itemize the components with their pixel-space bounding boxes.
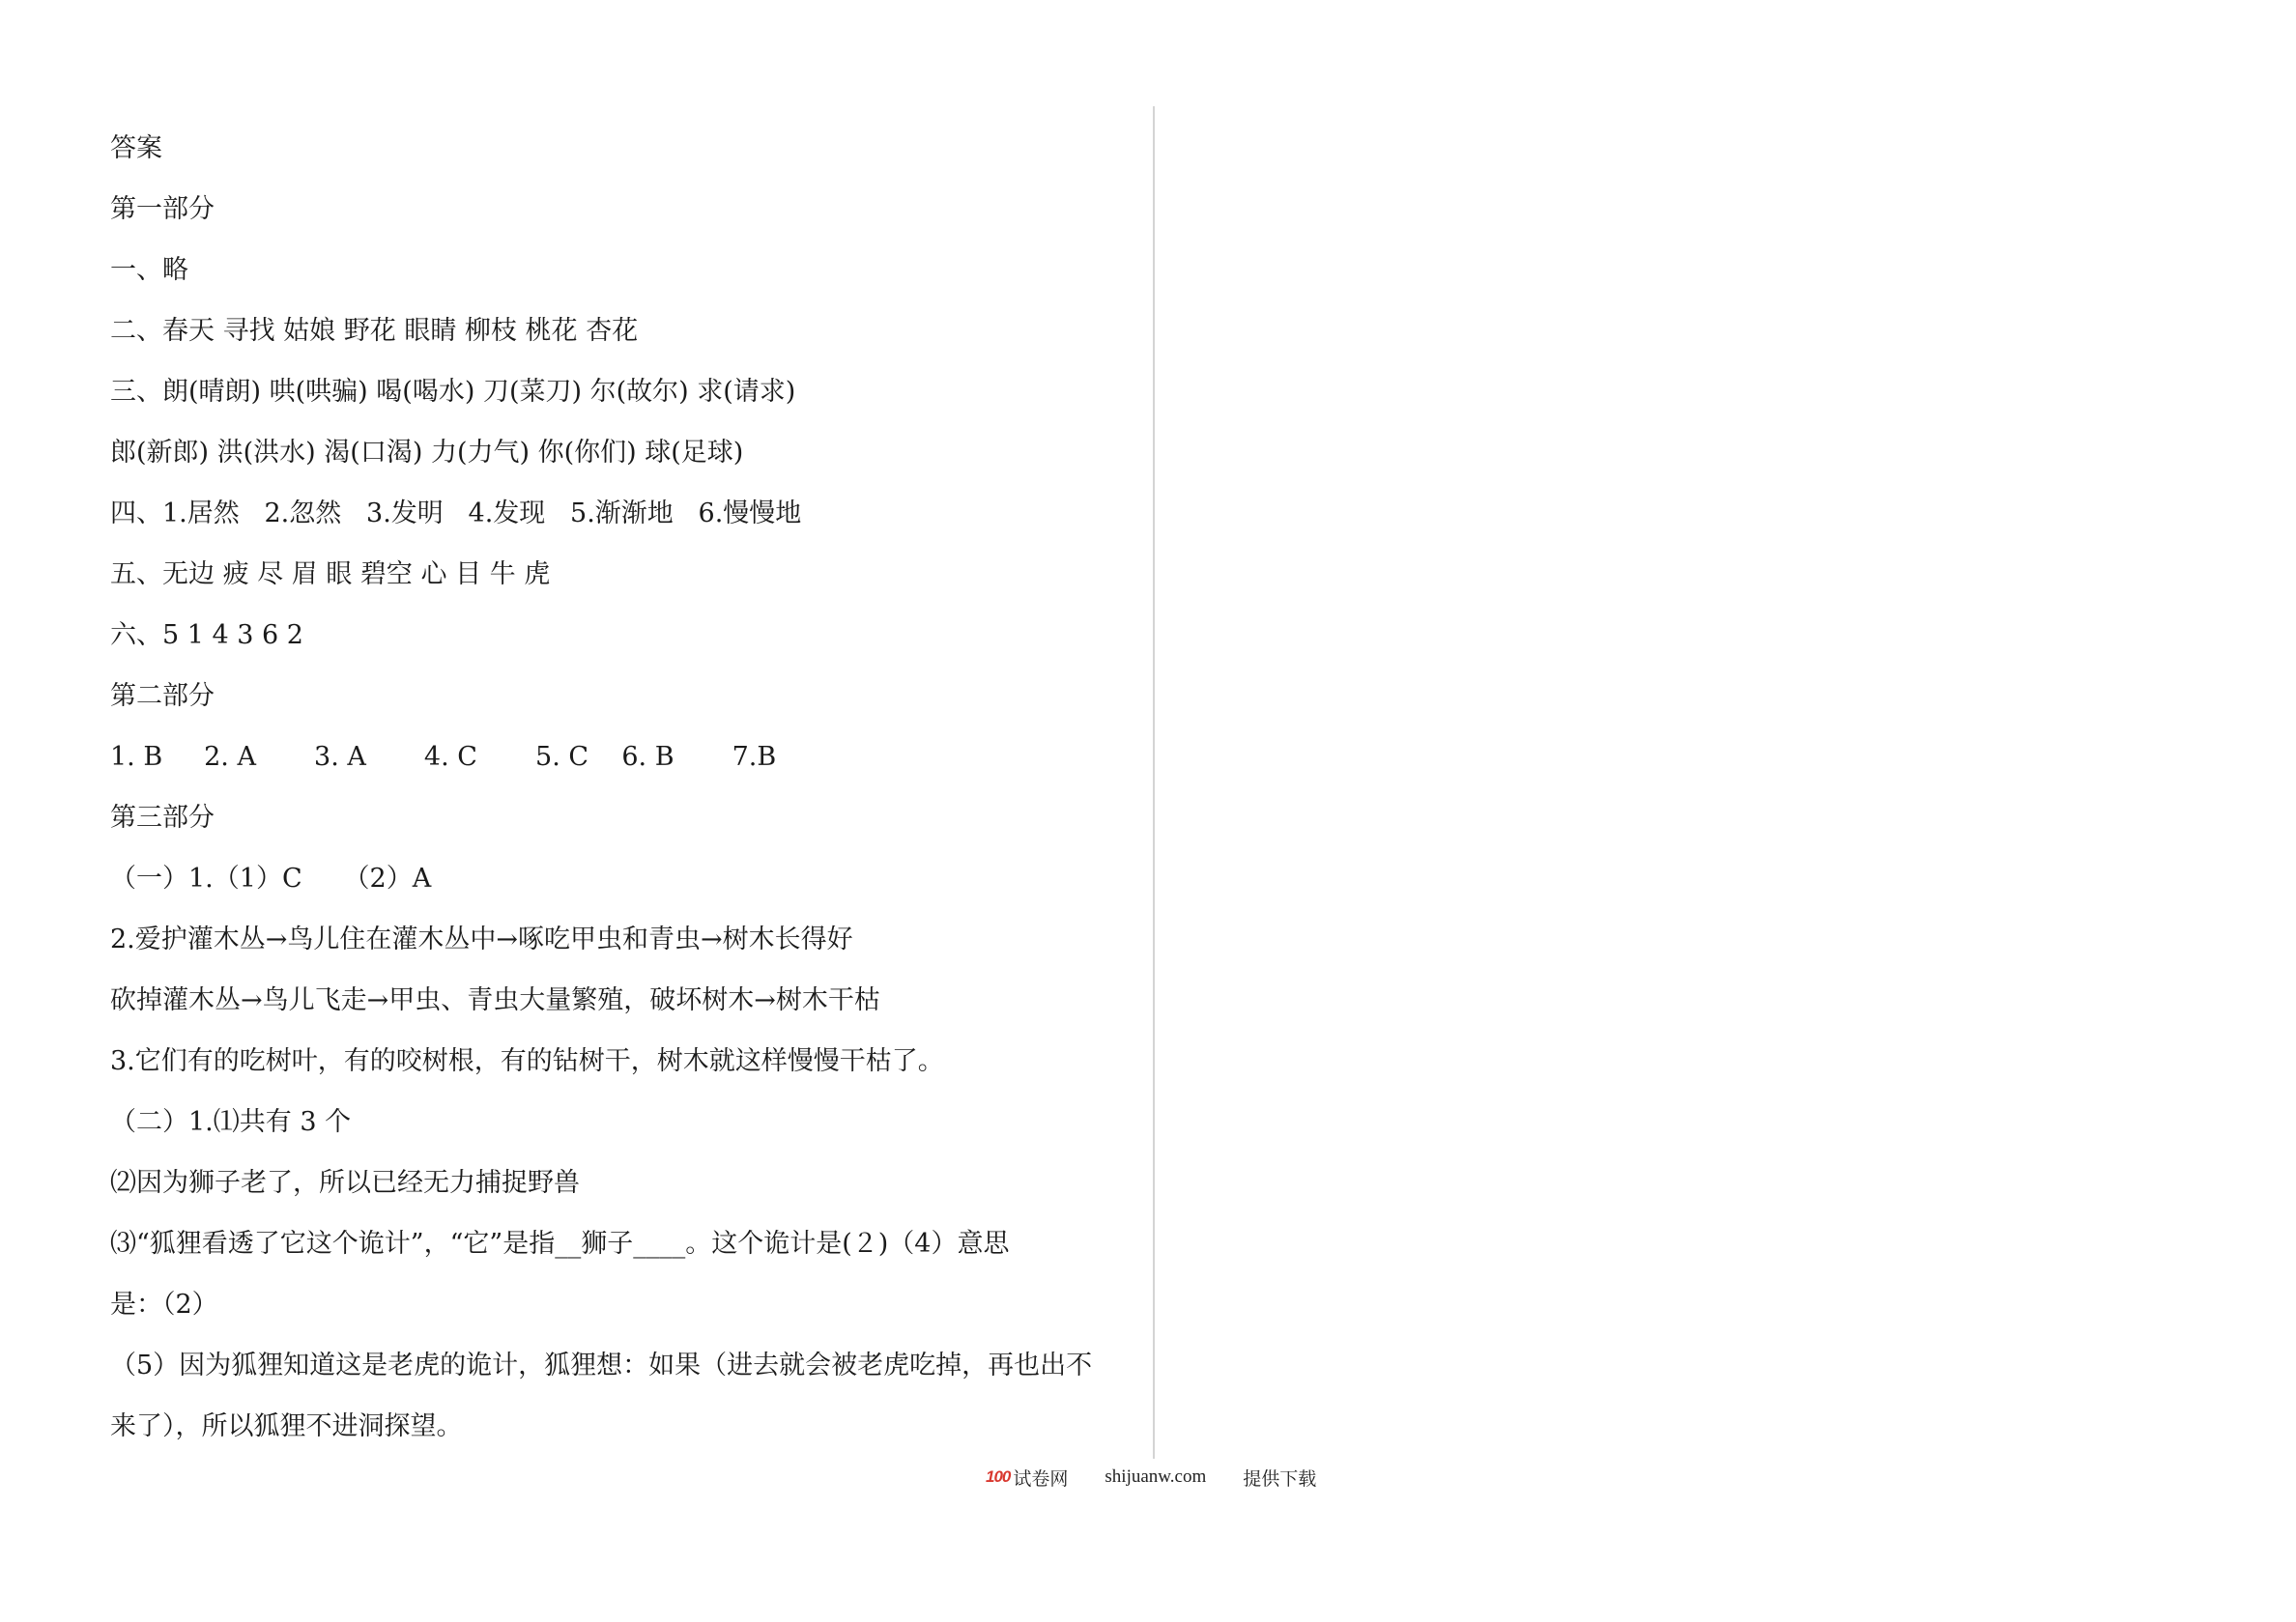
answer-line: 2.爱护灌木丛→鸟儿住在灌木丛中→啄吃甲虫和青虫→树木长得好: [110, 925, 853, 954]
part-one-heading: 第一部分: [110, 194, 215, 224]
answer-line: 二、春天 寻找 姑娘 野花 眼睛 柳枝 桃花 杏花: [110, 316, 639, 346]
answer-title: 答案: [110, 133, 162, 163]
site-domain: shijuanw.com: [1105, 1466, 1207, 1487]
part-three-heading: 第三部分: [110, 803, 215, 833]
answer-line: （5）因为狐狸知道这是老虎的诡计，狐狸想：如果（进去就会被老虎吃掉，再也出不: [110, 1351, 1093, 1380]
answer-line: 3.它们有的吃树叶，有的咬树根，有的钻树干，树木就这样慢慢干枯了。: [110, 1046, 944, 1076]
answer-line: 一、略: [110, 255, 188, 285]
logo-text: 试卷网: [1013, 1467, 1069, 1490]
answer-line: ⑶“狐狸看透了它这个诡计”，“它”是指__狮子____。这个诡计是(２)（4）意思: [110, 1229, 1010, 1259]
part-two-heading: 第二部分: [110, 681, 215, 711]
answer-line: 六、5 1 4 3 6 2: [110, 620, 303, 650]
provide-download-text: 提供下载: [1243, 1467, 1317, 1490]
answer-line: ⑵因为狮子老了，所以已经无力捕捉野兽: [110, 1168, 580, 1198]
answer-line: 是：（2）: [110, 1290, 218, 1320]
page-footer: [986, 1463, 1316, 1492]
answer-line: 三、朗(晴朗) 哄(哄骗) 喝(喝水) 刀(菜刀) 尔(故尔) 求(请求): [110, 377, 796, 407]
answer-line: 砍掉灌木丛→鸟儿飞走→甲虫、青虫大量繁殖，破坏树木→树木干枯: [110, 985, 880, 1015]
answer-line: 来了），所以狐狸不进洞探望。: [110, 1411, 463, 1441]
answer-line: 1. B 2. A 3. A 4. C 5. C 6. B 7.B: [110, 742, 777, 772]
answer-line: （一）1.（1）C （2）A: [110, 864, 432, 894]
answer-column: [110, 118, 1134, 1457]
answer-line: 郎(新郎) 洪(洪水) 渴(口渴) 力(力气) 你(你们) 球(足球): [110, 438, 744, 468]
site-logo: [986, 1465, 1068, 1491]
logo-icon: 100: [986, 1467, 1011, 1486]
answer-line: （二）1.⑴共有 3 个: [110, 1107, 352, 1137]
column-divider: [1153, 106, 1155, 1459]
answer-line: 五、无边 疲 尽 眉 眼 碧空 心 目 牛 虎: [110, 559, 551, 589]
answer-line: 四、1.居然 2.忽然 3.发明 4.发现 5.渐渐地 6.慢慢地: [110, 498, 802, 528]
